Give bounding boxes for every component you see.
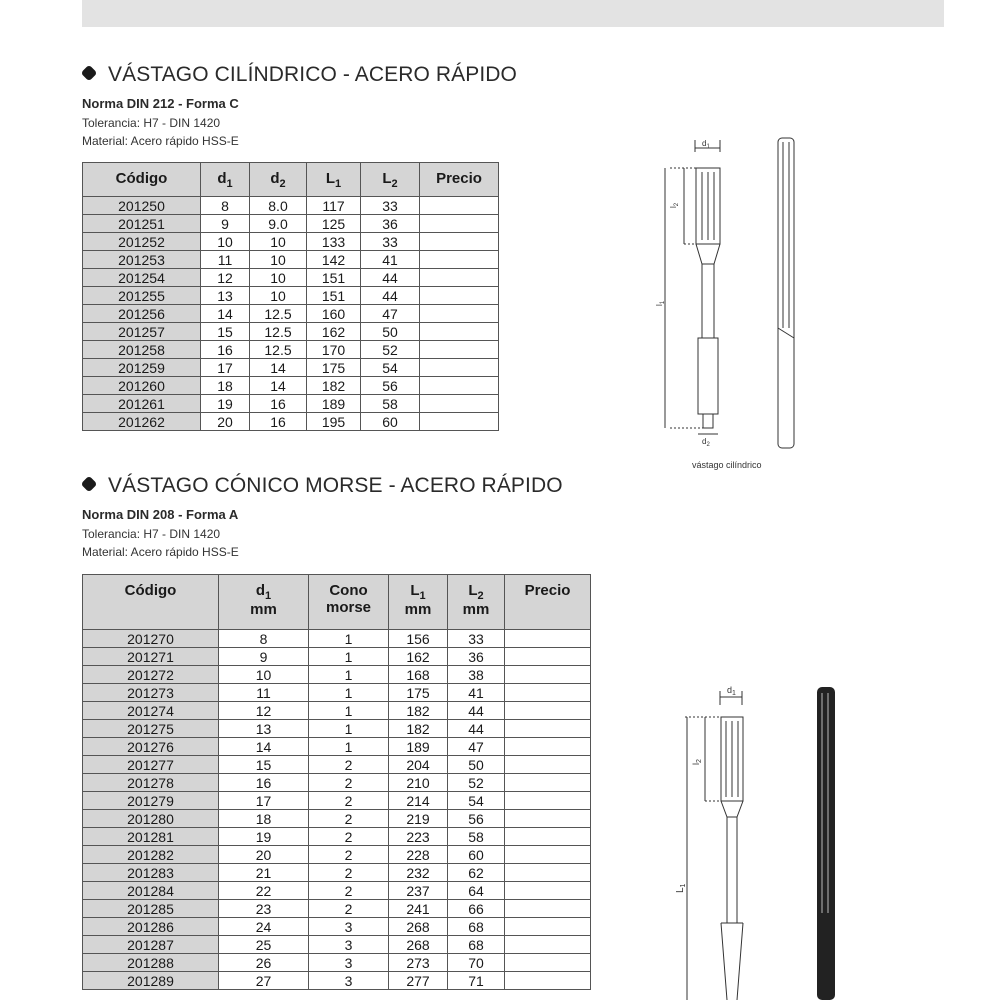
cell-l2: 71: [448, 972, 505, 990]
cell-d1: 8: [201, 197, 250, 215]
cell-col3: 1: [309, 702, 389, 720]
cell-codigo: 201250: [83, 197, 201, 215]
cell-col3: 1: [309, 720, 389, 738]
d2-label: $d_2$: [702, 437, 710, 448]
cell-codigo: 201273: [83, 684, 219, 702]
table-row: [83, 972, 591, 990]
cell-d1: 20: [219, 846, 309, 864]
table-row: [83, 918, 591, 936]
material-label: Material: Acero rápido HSS-E: [82, 545, 239, 559]
cell-d1: 11: [201, 251, 250, 269]
table-row: [83, 774, 591, 792]
norma-label: Norma DIN 208 - Forma A: [82, 507, 239, 522]
cell-d1: 13: [201, 287, 250, 305]
cell-l1: 277: [389, 972, 448, 990]
cell-l2: 41: [361, 251, 420, 269]
cell-d1: 25: [219, 936, 309, 954]
cell-d1: 15: [219, 756, 309, 774]
norma-label: Norma DIN 212 - Forma C: [82, 96, 239, 111]
cell-l2: 52: [448, 774, 505, 792]
table-row: [83, 684, 591, 702]
cell-codigo: 201259: [83, 359, 201, 377]
cell-col3: 2: [309, 774, 389, 792]
cell-col3: 2: [309, 756, 389, 774]
cell-codigo: 201254: [83, 269, 201, 287]
cell-precio: [505, 684, 591, 702]
table-header-row: [83, 163, 499, 197]
table-row: [83, 359, 499, 377]
cell-col3: 2: [309, 900, 389, 918]
cell-d1: 19: [201, 395, 250, 413]
cell-precio: [505, 810, 591, 828]
material-label: Material: Acero rápido HSS-E: [82, 134, 239, 148]
cell-l2: 47: [448, 738, 505, 756]
cell-precio: [505, 666, 591, 684]
cell-d1: 17: [219, 792, 309, 810]
cell-col3: 16: [250, 395, 307, 413]
cell-l1: 160: [307, 305, 361, 323]
cell-col3: 14: [250, 359, 307, 377]
cell-l1: 204: [389, 756, 448, 774]
cell-codigo: 201282: [83, 846, 219, 864]
cell-l2: 36: [361, 215, 420, 233]
section-title-text: VÁSTAGO CILÍNDRICO - ACERO RÁPIDO: [108, 63, 517, 86]
cell-l2: 62: [448, 864, 505, 882]
cell-d1: 8: [219, 630, 309, 648]
cell-l1: 237: [389, 882, 448, 900]
col-header-precio: Precio: [420, 163, 499, 197]
cell-d1: 14: [219, 738, 309, 756]
cell-l1: 223: [389, 828, 448, 846]
cell-l2: 60: [448, 846, 505, 864]
cell-l2: 50: [448, 756, 505, 774]
cell-col3: 1: [309, 738, 389, 756]
cell-l2: 44: [448, 702, 505, 720]
cell-l2: 64: [448, 882, 505, 900]
cell-col3: 10: [250, 269, 307, 287]
cell-l2: 33: [361, 197, 420, 215]
cell-d1: 18: [201, 377, 250, 395]
cell-l2: 38: [448, 666, 505, 684]
table-row: [83, 900, 591, 918]
cell-col3: 3: [309, 954, 389, 972]
cell-precio: [505, 702, 591, 720]
cell-l1: 117: [307, 197, 361, 215]
cell-l1: 170: [307, 341, 361, 359]
table-row: [83, 395, 499, 413]
cell-l1: 210: [389, 774, 448, 792]
cell-precio: [420, 251, 499, 269]
cell-precio: [420, 215, 499, 233]
cell-codigo: 201278: [83, 774, 219, 792]
table-row: [83, 305, 499, 323]
cell-l1: 182: [389, 702, 448, 720]
cell-d1: 20: [201, 413, 250, 431]
cell-l1: 219: [389, 810, 448, 828]
table-row: [83, 810, 591, 828]
cell-codigo: 201274: [83, 702, 219, 720]
cell-l2: 54: [361, 359, 420, 377]
cell-l2: 44: [361, 269, 420, 287]
cell-l1: 142: [307, 251, 361, 269]
cell-codigo: 201252: [83, 233, 201, 251]
cell-d1: 21: [219, 864, 309, 882]
cell-precio: [420, 269, 499, 287]
col-header-l2: $L_2$: [361, 163, 420, 197]
cell-precio: [505, 846, 591, 864]
cell-l1: 195: [307, 413, 361, 431]
cell-codigo: 201260: [83, 377, 201, 395]
cell-precio: [505, 774, 591, 792]
cell-d1: 12: [201, 269, 250, 287]
cell-precio: [505, 900, 591, 918]
cell-d1: 9: [219, 648, 309, 666]
cell-codigo: 201258: [83, 341, 201, 359]
cell-precio: [505, 828, 591, 846]
cell-d1: 26: [219, 954, 309, 972]
cell-l1: 133: [307, 233, 361, 251]
reamer-cylindrical-drawing: [650, 128, 810, 458]
cell-codigo: 201279: [83, 792, 219, 810]
cell-l2: 41: [448, 684, 505, 702]
cell-precio: [505, 630, 591, 648]
cell-codigo: 201251: [83, 215, 201, 233]
table-row: [83, 846, 591, 864]
cell-l2: 52: [361, 341, 420, 359]
cell-d1: 24: [219, 918, 309, 936]
table-row: [83, 648, 591, 666]
table-row: [83, 936, 591, 954]
cell-l2: 66: [448, 900, 505, 918]
cell-codigo: 201276: [83, 738, 219, 756]
cell-l2: 70: [448, 954, 505, 972]
cell-col3: 2: [309, 792, 389, 810]
col-header-cono: Cono morse: [309, 575, 389, 630]
cell-precio: [420, 305, 499, 323]
cell-l2: 33: [448, 630, 505, 648]
cell-d1: 17: [201, 359, 250, 377]
cell-d1: 12: [219, 702, 309, 720]
cell-d1: 10: [219, 666, 309, 684]
cell-col3: 1: [309, 666, 389, 684]
cell-precio: [420, 287, 499, 305]
cell-l1: 182: [389, 720, 448, 738]
cell-codigo: 201261: [83, 395, 201, 413]
cell-precio: [420, 359, 499, 377]
section-title-conico: [82, 474, 563, 498]
table-row: [83, 323, 499, 341]
table-row: [83, 828, 591, 846]
cell-codigo: 201253: [83, 251, 201, 269]
cell-l1: 273: [389, 954, 448, 972]
cell-l1: 182: [307, 377, 361, 395]
table-row: [83, 197, 499, 215]
cell-l2: 36: [448, 648, 505, 666]
cell-precio: [420, 341, 499, 359]
cell-col3: 12.5: [250, 341, 307, 359]
l2-label: $l_2$: [691, 759, 703, 765]
cell-precio: [505, 954, 591, 972]
cell-d1: 14: [201, 305, 250, 323]
cell-l1: 214: [389, 792, 448, 810]
cell-precio: [505, 738, 591, 756]
cell-d1: 27: [219, 972, 309, 990]
table-row: [83, 702, 591, 720]
cell-l2: 58: [448, 828, 505, 846]
l2-label: $l_2$: [669, 202, 680, 208]
cell-d1: 22: [219, 882, 309, 900]
cell-l2: 44: [448, 720, 505, 738]
reamer-morse-taper-drawing: [665, 683, 875, 1000]
col-header-d1: $d_1$ mm: [219, 575, 309, 630]
d1-label: $d_1$: [702, 139, 710, 150]
cell-l2: 44: [361, 287, 420, 305]
cell-d1: 10: [201, 233, 250, 251]
cell-codigo: 201286: [83, 918, 219, 936]
cell-d1: 23: [219, 900, 309, 918]
table-row: [83, 720, 591, 738]
cell-codigo: 201275: [83, 720, 219, 738]
table-row: [83, 792, 591, 810]
table-row: [83, 864, 591, 882]
cell-precio: [420, 323, 499, 341]
spec-table-conico: [82, 574, 591, 990]
cell-codigo: 201262: [83, 413, 201, 431]
col-header-codigo: Código: [83, 575, 219, 630]
table-header-row: [83, 575, 591, 630]
cell-precio: [505, 864, 591, 882]
cell-d1: 18: [219, 810, 309, 828]
table-row: [83, 233, 499, 251]
cell-precio: [505, 972, 591, 990]
cell-l1: 232: [389, 864, 448, 882]
cell-precio: [505, 648, 591, 666]
cell-codigo: 201270: [83, 630, 219, 648]
section-title-cilindrico: [82, 63, 517, 87]
cell-d1: 9: [201, 215, 250, 233]
section-title-text: VÁSTAGO CÓNICO MORSE - ACERO RÁPIDO: [108, 474, 563, 497]
cell-col3: 12.5: [250, 305, 307, 323]
table-row: [83, 882, 591, 900]
cell-codigo: 201255: [83, 287, 201, 305]
cell-col3: 1: [309, 648, 389, 666]
cell-precio: [505, 720, 591, 738]
cell-l1: 151: [307, 287, 361, 305]
cell-codigo: 201271: [83, 648, 219, 666]
cell-l1: 268: [389, 936, 448, 954]
cell-precio: [420, 197, 499, 215]
cell-col3: 2: [309, 882, 389, 900]
drawing-caption: vástago cilíndrico: [692, 460, 762, 470]
tolerancia-label: Tolerancia: H7 - DIN 1420: [82, 527, 221, 541]
col-header-l2: $L_2$ mm: [448, 575, 505, 630]
cell-col3: 2: [309, 810, 389, 828]
cell-l1: 228: [389, 846, 448, 864]
cell-codigo: 201288: [83, 954, 219, 972]
cell-l1: 268: [389, 918, 448, 936]
cell-precio: [420, 395, 499, 413]
cell-l1: 162: [307, 323, 361, 341]
cell-codigo: 201283: [83, 864, 219, 882]
cell-col3: 1: [309, 630, 389, 648]
table-row: [83, 413, 499, 431]
cell-precio: [505, 882, 591, 900]
bullet-icon: [81, 65, 98, 82]
cell-l1: 175: [307, 359, 361, 377]
cell-col3: 3: [309, 918, 389, 936]
cell-l1: 125: [307, 215, 361, 233]
table-row: [83, 377, 499, 395]
cell-codigo: 201284: [83, 882, 219, 900]
cell-codigo: 201256: [83, 305, 201, 323]
L1-label: $L_1$: [675, 883, 687, 893]
cell-d1: 16: [201, 341, 250, 359]
col-header-l1: $L_1$: [307, 163, 361, 197]
cell-codigo: 201272: [83, 666, 219, 684]
cell-d1: 16: [219, 774, 309, 792]
cell-l2: 33: [361, 233, 420, 251]
cell-l2: 60: [361, 413, 420, 431]
cell-l1: 168: [389, 666, 448, 684]
table-row: [83, 251, 499, 269]
cell-precio: [420, 377, 499, 395]
cell-l2: 56: [361, 377, 420, 395]
cell-precio: [420, 413, 499, 431]
cell-col3: 12.5: [250, 323, 307, 341]
col-header-codigo: Código: [83, 163, 201, 197]
cell-l2: 54: [448, 792, 505, 810]
cell-l1: 189: [307, 395, 361, 413]
cell-l2: 58: [361, 395, 420, 413]
d1-label: $d_1$: [727, 685, 736, 697]
cell-codigo: 201289: [83, 972, 219, 990]
cell-l2: 47: [361, 305, 420, 323]
l1-label: $l_1$: [655, 300, 666, 306]
cell-l1: 241: [389, 900, 448, 918]
table-row: [83, 215, 499, 233]
table-row: [83, 287, 499, 305]
cell-precio: [505, 936, 591, 954]
cell-col3: 14: [250, 377, 307, 395]
cell-l2: 50: [361, 323, 420, 341]
col-header-l1: $L_1$ mm: [389, 575, 448, 630]
cell-col3: 10: [250, 287, 307, 305]
cell-d1: 11: [219, 684, 309, 702]
table-row: [83, 341, 499, 359]
cell-col3: 9.0: [250, 215, 307, 233]
cell-col3: 2: [309, 828, 389, 846]
cell-col3: 10: [250, 251, 307, 269]
cell-precio: [505, 792, 591, 810]
cell-col3: 16: [250, 413, 307, 431]
table-row: [83, 954, 591, 972]
cell-col3: 2: [309, 846, 389, 864]
table-row: [83, 630, 591, 648]
cell-l2: 56: [448, 810, 505, 828]
cell-codigo: 201280: [83, 810, 219, 828]
cell-d1: 19: [219, 828, 309, 846]
cell-l1: 151: [307, 269, 361, 287]
cell-d1: 15: [201, 323, 250, 341]
cell-l2: 68: [448, 936, 505, 954]
cell-l1: 162: [389, 648, 448, 666]
cell-col3: 1: [309, 684, 389, 702]
cell-precio: [505, 918, 591, 936]
table-row: [83, 738, 591, 756]
spec-table-cilindrico: [82, 162, 499, 431]
cell-col3: 3: [309, 936, 389, 954]
cell-codigo: 201257: [83, 323, 201, 341]
table-row: [83, 666, 591, 684]
cell-precio: [505, 756, 591, 774]
cell-precio: [420, 233, 499, 251]
col-header-precio: Precio: [505, 575, 591, 630]
cell-codigo: 201277: [83, 756, 219, 774]
cell-col3: 2: [309, 864, 389, 882]
cell-codigo: 201285: [83, 900, 219, 918]
top-header-bar: [82, 0, 944, 27]
bullet-icon: [81, 476, 98, 493]
cell-codigo: 201287: [83, 936, 219, 954]
cell-l2: 68: [448, 918, 505, 936]
cell-codigo: 201281: [83, 828, 219, 846]
cell-l1: 156: [389, 630, 448, 648]
cell-l1: 175: [389, 684, 448, 702]
table-row: [83, 756, 591, 774]
tolerancia-label: Tolerancia: H7 - DIN 1420: [82, 116, 221, 130]
col-header-d1: $d_1$: [201, 163, 250, 197]
cell-col3: 3: [309, 972, 389, 990]
table-row: [83, 269, 499, 287]
cell-col3: 10: [250, 233, 307, 251]
cell-d1: 13: [219, 720, 309, 738]
cell-col3: 8.0: [250, 197, 307, 215]
col-header-d2: $d_2$: [250, 163, 307, 197]
cell-l1: 189: [389, 738, 448, 756]
